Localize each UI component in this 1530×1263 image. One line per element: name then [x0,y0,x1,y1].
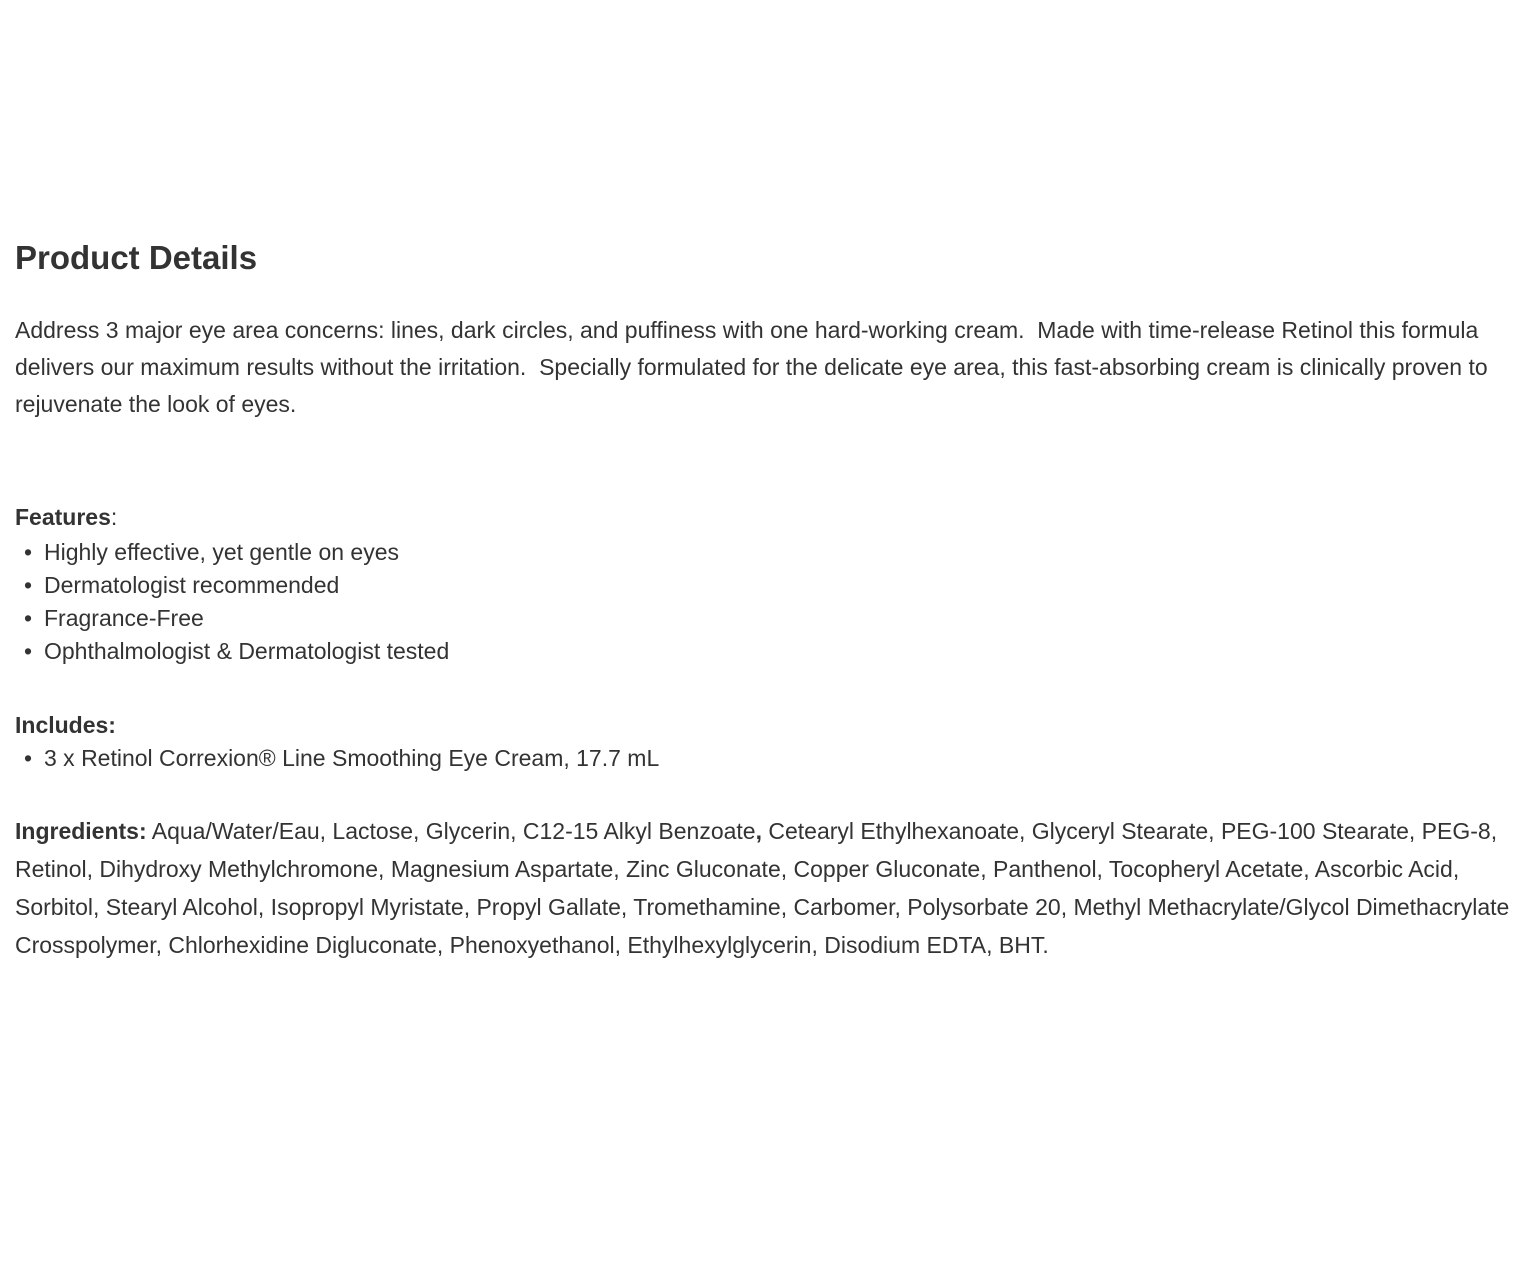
ingredients-bold-comma: , [755,818,762,844]
ingredients-text-1: Aqua/Water/Eau, Lactose, Glycerin, C12-15 Alkyl Benzoate [146,818,756,844]
features-list [15,536,1515,668]
feature-item: • Dermatologist recommended [15,569,1515,602]
feature-item: • Ophthalmologist & Dermatologist tested [15,635,1515,668]
features-label: Features [15,504,111,530]
page-title: Product Details [15,239,258,276]
includes-label: Includes: [15,712,116,738]
include-item: • 3 x Retinol Correxion® Line Smoothing Eye Cream, 17.7 mL [15,742,1515,775]
ingredients-text-2: Cetearyl Ethylhexanoate, Glyceryl Stearate, PEG-100 Stearate, PEG-8, Retinol, Dihydroxy Methylchromone, Magnesium Aspartate, Zinc Gluconate, Copper Gluconate, Panthenol, Tocopheryl Acetate, Ascorbic Acid, Sorbitol, Stearyl Alcohol, Isopropyl Myristate, Propyl Gallate, Tromethamine, Carbomer, Polysorbate 20, Methyl Methacrylate/Glycol Dimethacrylate Crosspolymer, Chlorhexidine Digluconate, Phenoxyethanol, Ethylhexylglycerin, Disodium EDTA, BHT. [15,818,1516,958]
includes-list [15,742,1515,775]
ingredients-paragraph [15,812,1515,964]
features-heading [15,501,1515,534]
ingredients-label: Ingredients: [15,818,147,844]
includes-heading [15,709,1515,742]
features-colon: : [110,504,118,530]
product-description: Address 3 major eye area concerns: lines, dark circles, and puffiness with one hard-working cream. Made with time-release Retinol this formula delivers our maximum results without the irritation. Specially formulated for the delicate eye area, this fast-absorbing cream is clinically proven to rejuvenate the look of eyes. [15,317,1495,417]
feature-item: • Fragrance-Free [15,602,1515,635]
feature-item: • Highly effective, yet gentle on eyes [15,536,1515,569]
